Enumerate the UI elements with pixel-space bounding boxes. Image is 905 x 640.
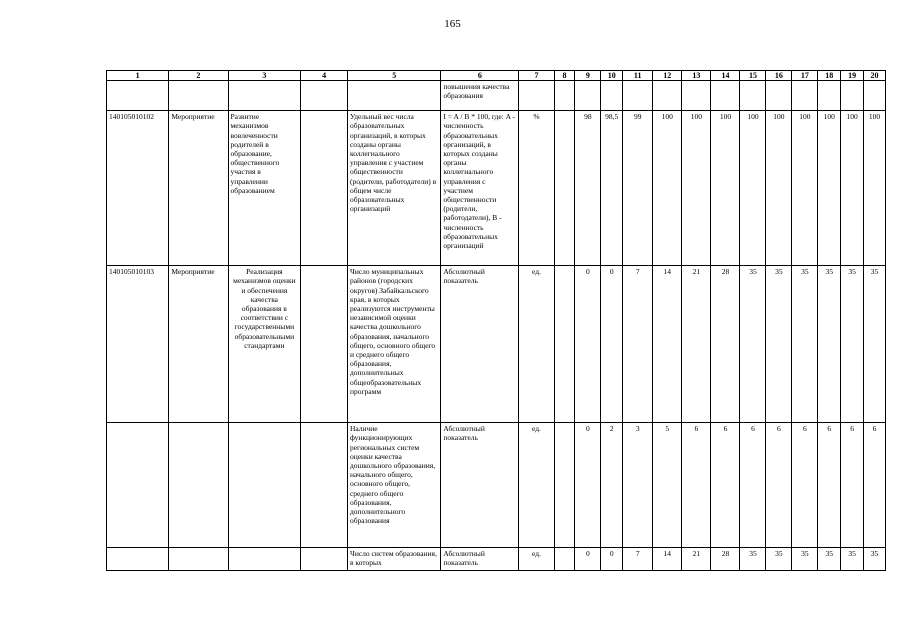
header-cell: 1: [107, 71, 169, 81]
responsible-cell: [301, 111, 348, 266]
header-cell: 9: [575, 71, 601, 81]
value-cell: 21: [682, 548, 711, 571]
name-cell: [228, 423, 301, 548]
indicator-cell: Наличие функционирующих региональных систем оценки качества дошкольного образования, начального общего, основного общего, среднего общего образования, дополнительного образования: [347, 423, 440, 548]
header-cell: 7: [519, 71, 554, 81]
type-cell: [169, 423, 228, 548]
value-cell: 35: [841, 266, 864, 423]
value-cell: 6: [682, 423, 711, 548]
header-cell: 4: [301, 71, 348, 81]
header-cell: 17: [792, 71, 818, 81]
header-cell: 16: [766, 71, 792, 81]
value-cell: 100: [864, 111, 886, 266]
header-cell: 18: [818, 71, 841, 81]
value-cell: [554, 111, 575, 266]
responsible-cell: [301, 266, 348, 423]
header-cell: 15: [740, 71, 766, 81]
header-cell: 3: [228, 71, 301, 81]
responsible-cell: [301, 548, 348, 571]
header-cell: 20: [864, 71, 886, 81]
table-row: [107, 423, 886, 548]
value-cell: 6: [711, 423, 740, 548]
table-row: [107, 111, 886, 266]
unit-cell: ед.: [519, 266, 554, 423]
value-cell: 5: [653, 423, 682, 548]
value-cell: 35: [818, 548, 841, 571]
value-cell: 2: [601, 423, 623, 548]
value-cell: 35: [740, 266, 766, 423]
value-cell: 98: [575, 111, 601, 266]
value-cell: 100: [818, 111, 841, 266]
formula-cell: Абсолютный показатель: [441, 423, 519, 548]
value-cell: 0: [575, 548, 601, 571]
header-cell: 5: [347, 71, 440, 81]
value-cell: 6: [841, 423, 864, 548]
formula-cell: I = A / B * 100, где: A - численность образовательных организаций, в которых созданы органы коллегиального управления с участием общественности (родители, работодатели), B - численность образовательных организаций: [441, 111, 519, 266]
code-cell: 140105010103: [107, 266, 169, 423]
value-cell: 35: [841, 548, 864, 571]
value-cell: 28: [711, 548, 740, 571]
value-cell: 7: [623, 266, 653, 423]
value-cell: 35: [864, 548, 886, 571]
code-cell: 140105010102: [107, 111, 169, 266]
unit-cell: ед.: [519, 548, 554, 571]
value-cell: 35: [740, 548, 766, 571]
value-cell: 98,5: [601, 111, 623, 266]
value-cell: 0: [575, 423, 601, 548]
header-cell: 19: [841, 71, 864, 81]
value-cell: 35: [792, 548, 818, 571]
code-cell: [107, 423, 169, 548]
value-cell: 21: [682, 266, 711, 423]
value-cell: 100: [740, 111, 766, 266]
header-cell: 13: [682, 71, 711, 81]
value-cell: 100: [766, 111, 792, 266]
value-cell: 14: [653, 548, 682, 571]
header-cell: 12: [653, 71, 682, 81]
value-cell: 35: [792, 266, 818, 423]
value-cell: 0: [575, 266, 601, 423]
code-cell: [107, 548, 169, 571]
value-cell: 6: [740, 423, 766, 548]
table-row: [107, 548, 886, 571]
value-cell: 3: [623, 423, 653, 548]
header-cell: 2: [169, 71, 228, 81]
formula-cell: повышения качества образования: [441, 81, 519, 111]
value-cell: 100: [841, 111, 864, 266]
value-cell: 100: [711, 111, 740, 266]
value-cell: 35: [818, 266, 841, 423]
type-cell: Мероприятие: [169, 266, 228, 423]
value-cell: 100: [653, 111, 682, 266]
type-cell: Мероприятие: [169, 111, 228, 266]
responsible-cell: [301, 423, 348, 548]
value-cell: 6: [818, 423, 841, 548]
value-cell: [554, 548, 575, 571]
formula-cell: Абсолютный показатель: [441, 266, 519, 423]
header-cell: 11: [623, 71, 653, 81]
header-cell: 6: [441, 71, 519, 81]
table-row: [107, 266, 886, 423]
value-cell: 0: [601, 548, 623, 571]
value-cell: 7: [623, 548, 653, 571]
name-cell: Реализация механизмов оценки и обеспечения качества образования в соответствии с государственными образовательными стандартами: [228, 266, 301, 423]
name-cell: [228, 548, 301, 571]
name-cell: Развитие механизмов вовлеченности родителей в образование, общественного участия в управлении образованием: [228, 111, 301, 266]
value-cell: 28: [711, 266, 740, 423]
value-cell: [554, 266, 575, 423]
value-cell: [554, 423, 575, 548]
header-cell: 8: [554, 71, 575, 81]
unit-cell: %: [519, 111, 554, 266]
value-cell: 35: [766, 266, 792, 423]
header-row: [107, 71, 886, 81]
header-cell: 14: [711, 71, 740, 81]
page-number: 165: [444, 18, 461, 30]
value-cell: 35: [864, 266, 886, 423]
indicator-table: [106, 70, 886, 571]
type-cell: [169, 548, 228, 571]
formula-cell: Абсолютный показатель: [441, 548, 519, 571]
value-cell: 0: [601, 266, 623, 423]
value-cell: 6: [864, 423, 886, 548]
indicator-cell: Число систем образования, в которых: [347, 548, 440, 571]
value-cell: 35: [766, 548, 792, 571]
indicator-cell: Удельный вес числа образовательных организаций, в которых созданы органы коллегиального управления с участием общественности (родители, работодатели) в общем числе образовательных организаций: [347, 111, 440, 266]
unit-cell: ед.: [519, 423, 554, 548]
header-cell: 10: [601, 71, 623, 81]
table-row-carry-over: [107, 81, 886, 111]
value-cell: 100: [792, 111, 818, 266]
value-cell: 99: [623, 111, 653, 266]
value-cell: 100: [682, 111, 711, 266]
indicator-cell: Число муниципальных районов (городских округов) Забайкальского края, в которых реализуются инструменты независимой оценки качества дошкольного образования, начального общего, основного общего и среднего общего образования, дополнительных общеобразовательных программ: [347, 266, 440, 423]
value-cell: 6: [792, 423, 818, 548]
value-cell: 6: [766, 423, 792, 548]
value-cell: 14: [653, 266, 682, 423]
